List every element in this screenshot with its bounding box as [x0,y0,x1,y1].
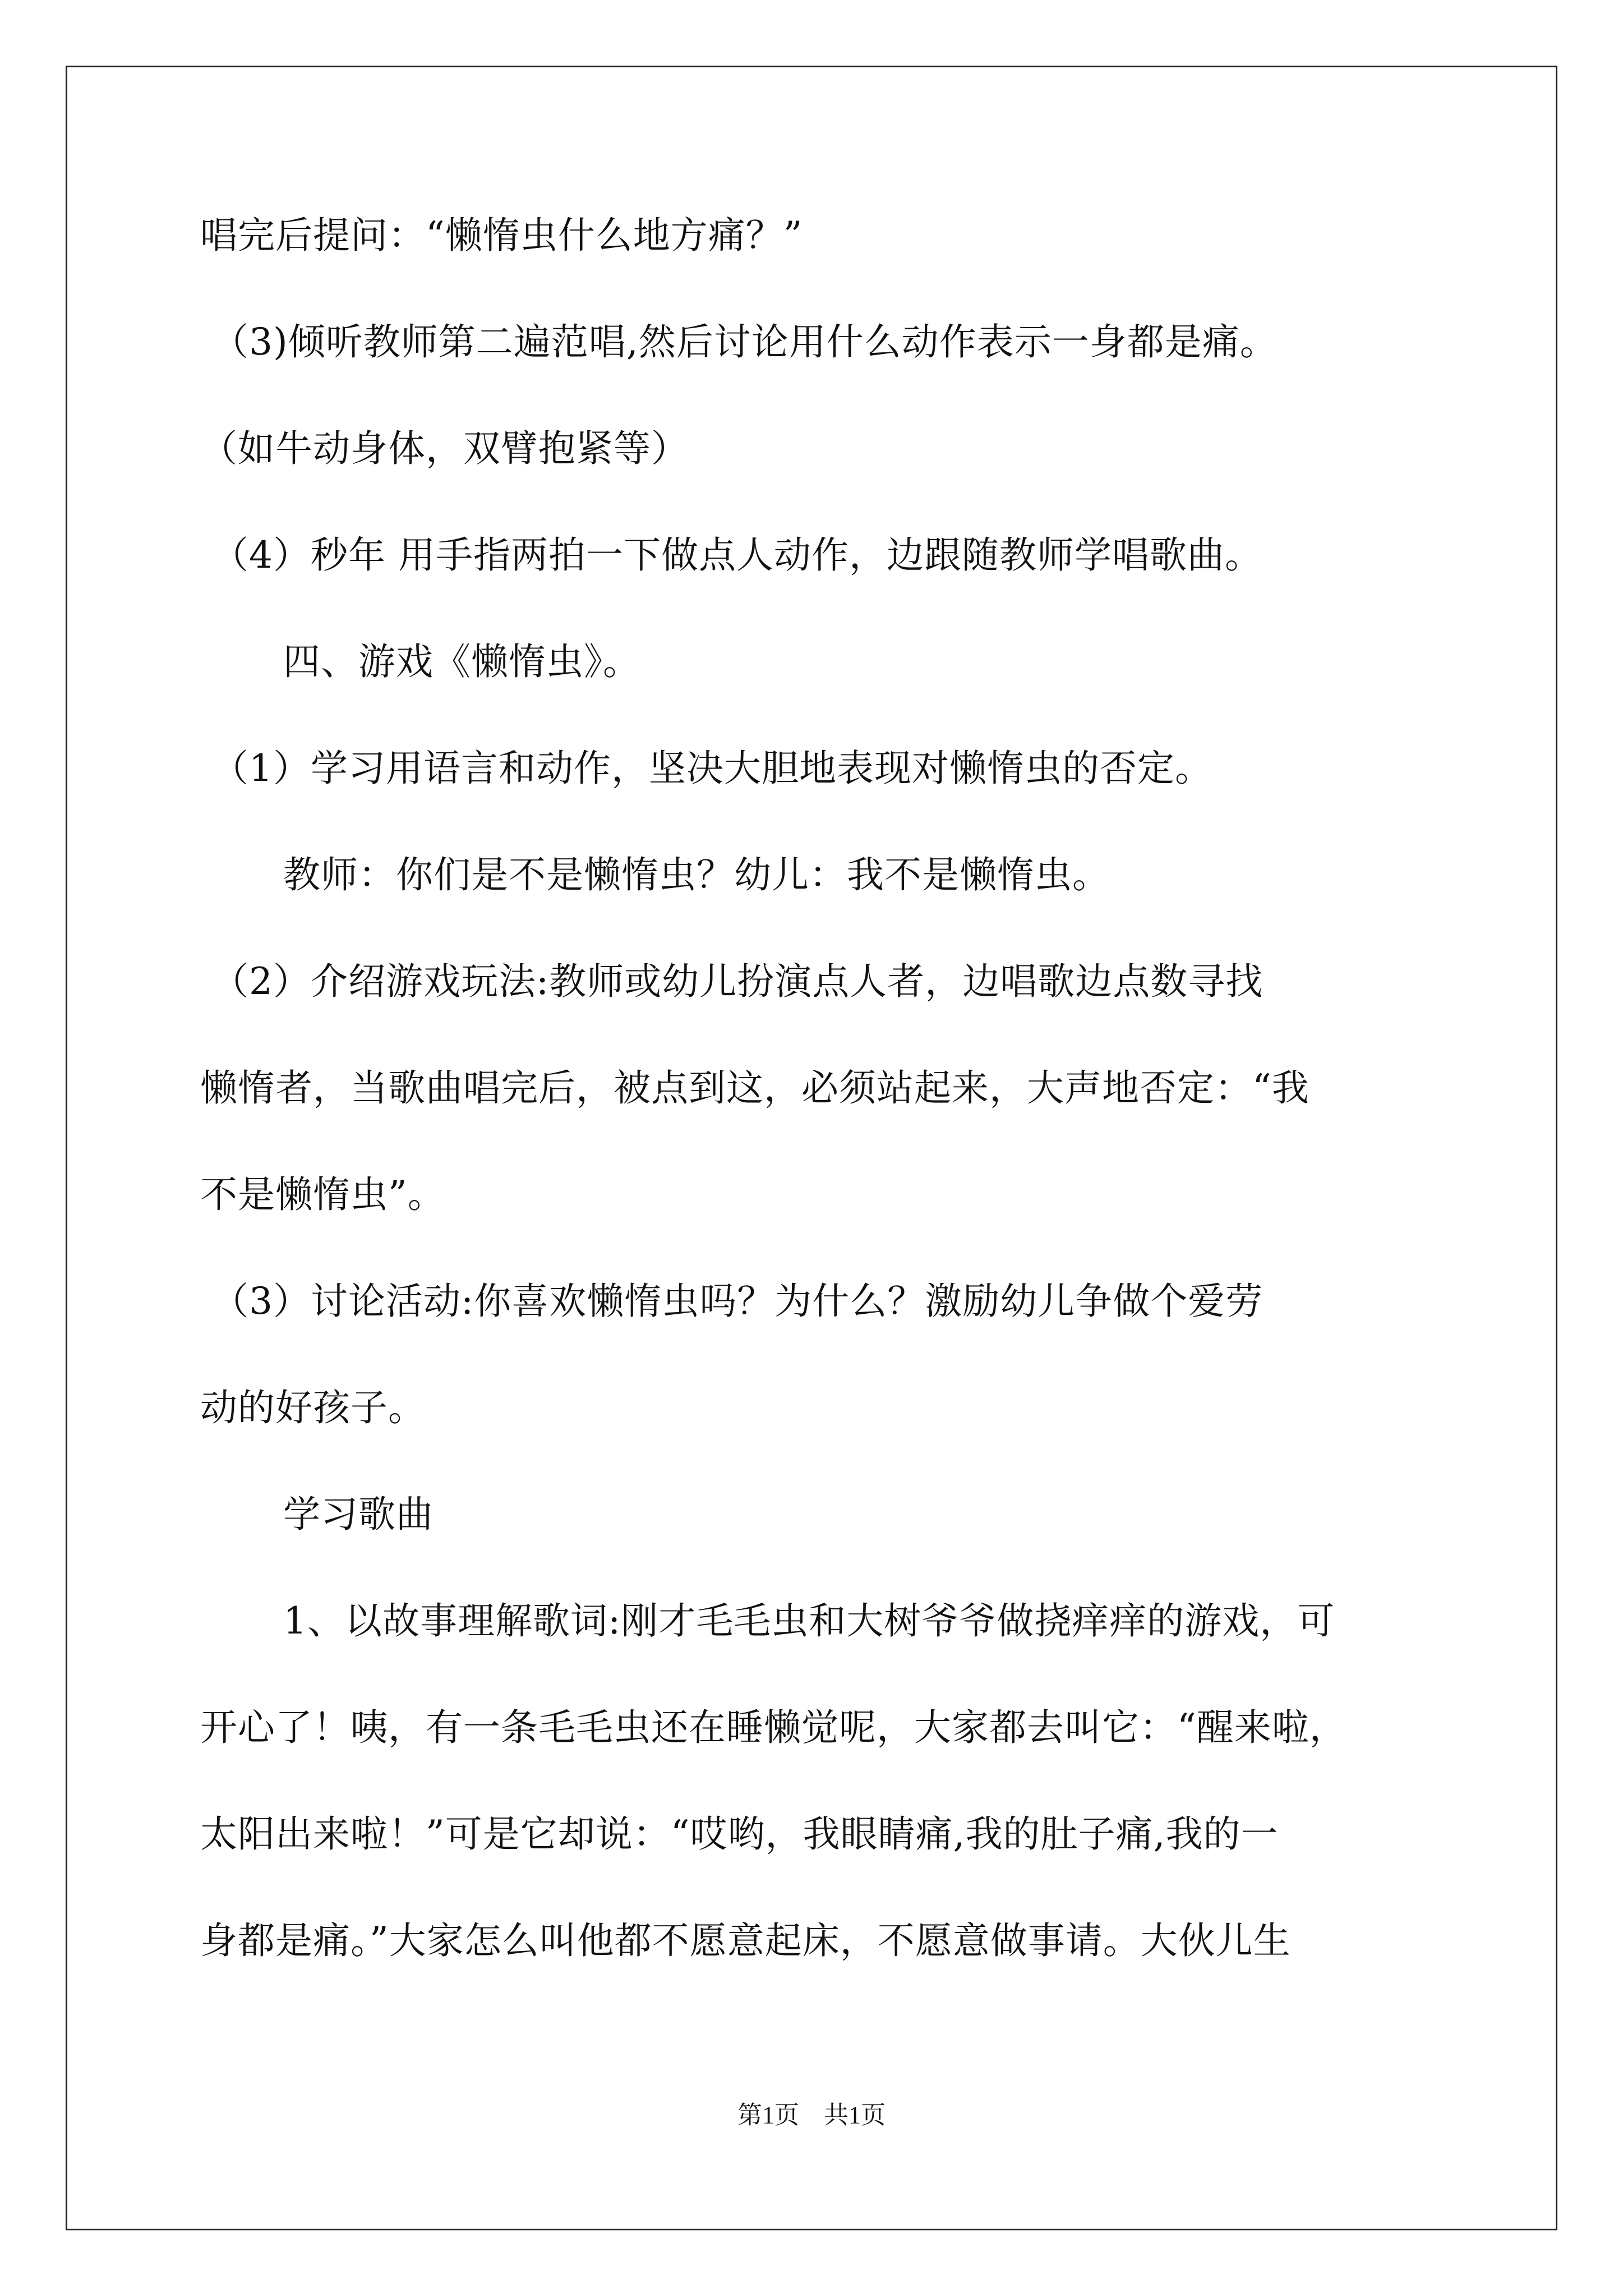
text-line: 唱完后提问：“懒惰虫什么地方痛？” [200,214,803,257]
text-line: （2）介绍游戏玩法:教师或幼儿扮演点人者，边唱歌边点数寻找 [211,960,1264,1003]
page-number: 第1页 共1页 [737,2101,886,2129]
text-line: 教师：你们是不是懒惰虫？幼儿：我不是懒惰虫。 [283,853,1110,896]
text-line: 开心了！咦，有一条毛毛虫还在睡懒觉呢，大家都去叫它：“醒来啦， [200,1706,1347,1749]
text-line: （1）学习用语言和动作，坚决大胆地表现对懒惰虫的否定。 [211,747,1212,790]
section-heading: 四、游戏《懒惰虫》。 [283,640,640,683]
text-line: （3）讨论活动:你喜欢懒惰虫吗？为什么？激励幼儿争做个爱劳 [211,1280,1264,1323]
section-heading: 学习歌曲 [283,1493,434,1536]
text-line: 动的好孩子。 [200,1386,426,1429]
text-line: 不是懒惰虫”。 [200,1173,445,1216]
text-line: 身都是痛。”大家怎么叫他都不愿意起床，不愿意做事请。大伙儿生 [200,1919,1291,1962]
page-border [66,66,1557,2230]
text-line: 1、以故事理解歌词:刚才毛毛虫和大树爷爷做挠痒痒的游戏，可 [283,1599,1335,1642]
text-line: （4）秒年 用手指两拍一下做点人动作，边跟随教师学唱歌曲。 [211,533,1262,577]
text-line: 太阳出来啦！”可是它却说：“哎哟，我眼睛痛,我的肚子痛,我的一 [200,1812,1279,1856]
text-line: （3)倾听教师第二遍范唱,然后讨论用什么动作表示一身都是痛。 [211,320,1278,364]
text-line: 懒惰者，当歌曲唱完后，被点到这，必须站起来，大声地否定：“我 [200,1066,1310,1110]
text-line: （如牛动身体，双臂抱紧等） [200,427,689,470]
